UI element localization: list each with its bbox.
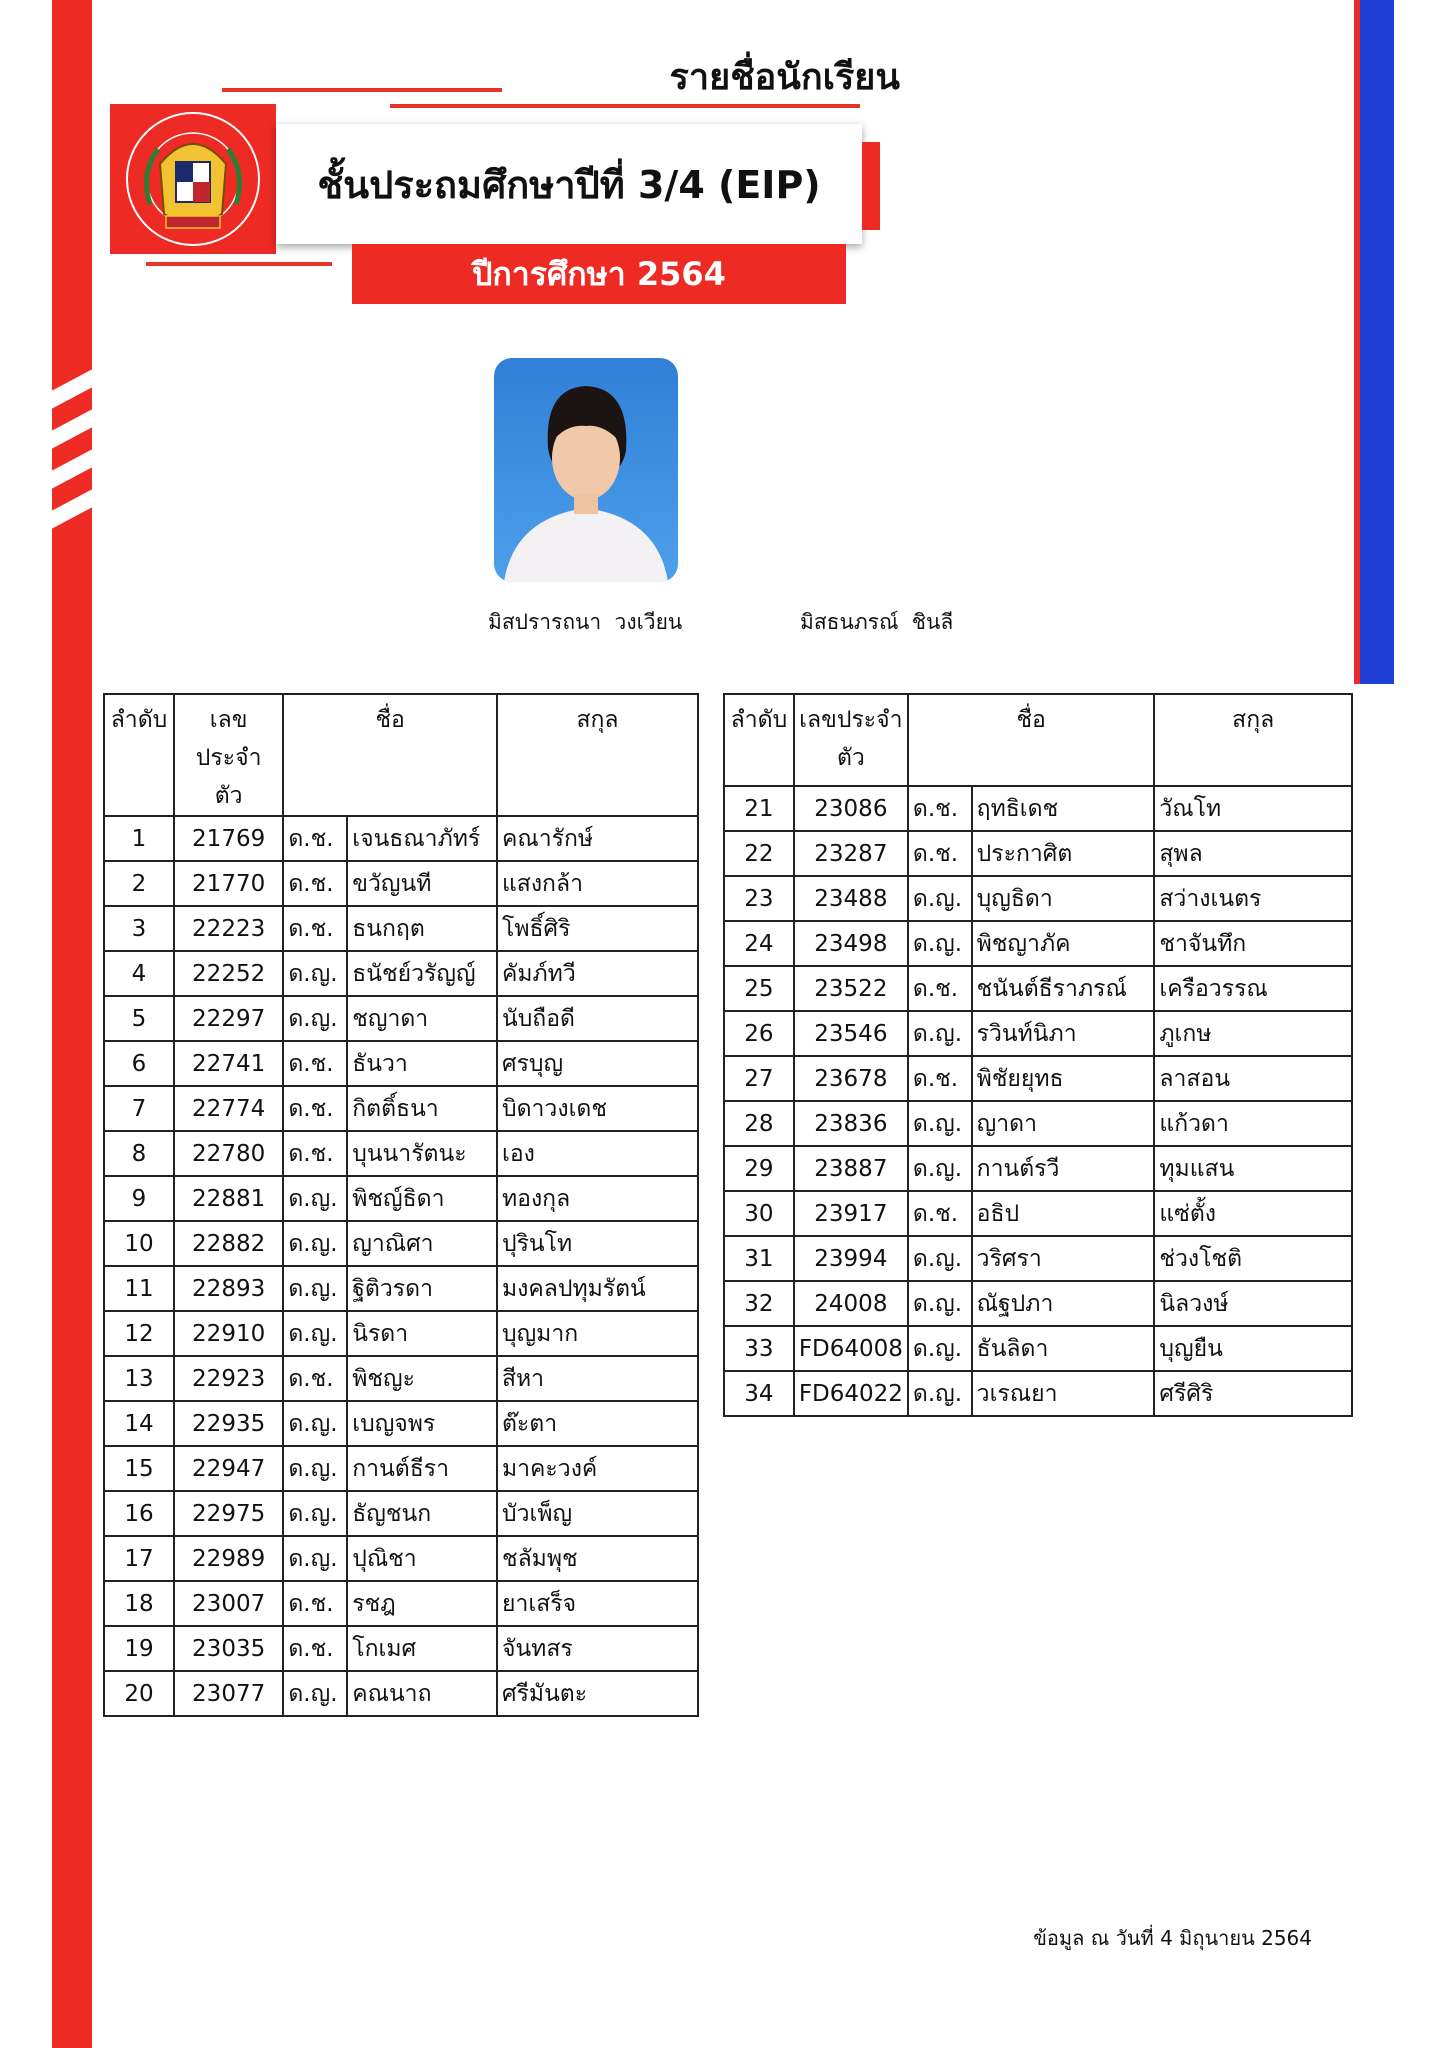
table-row	[104, 1491, 698, 1536]
table-row	[724, 831, 1352, 876]
name-prefix: ด.ญ.	[908, 876, 972, 921]
name-prefix: ด.ญ.	[283, 1221, 347, 1266]
row-number: 23	[724, 876, 794, 921]
row-number: 1	[104, 816, 174, 861]
student-id: 23546	[794, 1011, 908, 1056]
surname: จันทสร	[497, 1626, 698, 1671]
student-id: 22947	[174, 1446, 283, 1491]
table-row	[104, 1446, 698, 1491]
first-name: ขวัญนที	[347, 861, 497, 906]
surname: แซ่ตั้ง	[1154, 1191, 1352, 1236]
name-prefix: ด.ช.	[283, 1131, 347, 1176]
table-row	[724, 1371, 1352, 1416]
table-row	[724, 966, 1352, 1011]
header-name: ชื่อ	[908, 694, 1154, 786]
row-number: 8	[104, 1131, 174, 1176]
first-name: ญาณิศา	[347, 1221, 497, 1266]
surname: สว่างเนตร	[1154, 876, 1352, 921]
student-id: 22881	[174, 1176, 283, 1221]
first-name: คณนาถ	[347, 1671, 497, 1716]
first-name: ชนันต์ธีราภรณ์	[972, 966, 1155, 1011]
first-name: เจนธณาภัทร์	[347, 816, 497, 861]
name-prefix: ด.ญ.	[283, 1446, 347, 1491]
student-id: 23994	[794, 1236, 908, 1281]
first-name: ณัฐปภา	[972, 1281, 1155, 1326]
surname: ลาสอน	[1154, 1056, 1352, 1101]
header-no: ลำดับ	[104, 694, 174, 816]
table-row	[724, 1236, 1352, 1281]
row-number: 25	[724, 966, 794, 1011]
row-number: 7	[104, 1086, 174, 1131]
student-id: 23498	[794, 921, 908, 966]
row-number: 16	[104, 1491, 174, 1536]
student-id: 22910	[174, 1311, 283, 1356]
first-name: นิรดา	[347, 1311, 497, 1356]
surname: ศรีศิริ	[1154, 1371, 1352, 1416]
table-row	[724, 1281, 1352, 1326]
deco-line	[222, 88, 502, 92]
row-number: 22	[724, 831, 794, 876]
first-name: พิชญาภัค	[972, 921, 1155, 966]
first-name: กานต์รวี	[972, 1146, 1155, 1191]
student-id: 22741	[174, 1041, 283, 1086]
header-no: ลำดับ	[724, 694, 794, 786]
name-prefix: ด.ช.	[908, 786, 972, 831]
table-row	[104, 1266, 698, 1311]
student-id: 23678	[794, 1056, 908, 1101]
surname: ปุรินโท	[497, 1221, 698, 1266]
right-red-edge	[1354, 0, 1360, 684]
surname: แสงกล้า	[497, 861, 698, 906]
name-prefix: ด.ญ.	[908, 1326, 972, 1371]
header-surname: สกุล	[1154, 694, 1352, 786]
table-row	[104, 1221, 698, 1266]
first-name: ชญาดา	[347, 996, 497, 1041]
student-id: 22893	[174, 1266, 283, 1311]
name-prefix: ด.ช.	[283, 816, 347, 861]
student-id: 22297	[174, 996, 283, 1041]
surname: บัวเพ็ญ	[497, 1491, 698, 1536]
surname: ต๊ะตา	[497, 1401, 698, 1446]
surname: บุญมาก	[497, 1311, 698, 1356]
name-prefix: ด.ช.	[283, 906, 347, 951]
student-id: 22223	[174, 906, 283, 951]
first-name: ประกาศิต	[972, 831, 1155, 876]
name-prefix: ด.ช.	[908, 1191, 972, 1236]
left-red-stripe	[52, 0, 92, 2048]
surname: สีหา	[497, 1356, 698, 1401]
surname: เอง	[497, 1131, 698, 1176]
header-student-id: เลขประจำ ตัว	[794, 694, 908, 786]
table-row	[104, 1176, 698, 1221]
first-name: ธันวา	[347, 1041, 497, 1086]
surname: คณารักษ์	[497, 816, 698, 861]
row-number: 6	[104, 1041, 174, 1086]
student-id: 22774	[174, 1086, 283, 1131]
table-row	[104, 1311, 698, 1356]
table-row	[104, 951, 698, 996]
student-table-left	[103, 693, 699, 1717]
table-row	[724, 1056, 1352, 1101]
name-prefix: ด.ญ.	[908, 1011, 972, 1056]
row-number: 15	[104, 1446, 174, 1491]
table-row	[724, 921, 1352, 966]
name-prefix: ด.ญ.	[908, 1146, 972, 1191]
row-number: 4	[104, 951, 174, 996]
table-row	[104, 1626, 698, 1671]
name-prefix: ด.ญ.	[283, 951, 347, 996]
surname: นิลวงษ์	[1154, 1281, 1352, 1326]
name-prefix: ด.ช.	[908, 966, 972, 1011]
first-name: ธนัชย์วรัญญ์	[347, 951, 497, 996]
name-prefix: ด.ญ.	[283, 1491, 347, 1536]
name-prefix: ด.ญ.	[283, 1536, 347, 1581]
student-id: 22975	[174, 1491, 283, 1536]
surname: ช่วงโชติ	[1154, 1236, 1352, 1281]
row-number: 13	[104, 1356, 174, 1401]
data-date-footer: ข้อมูล ณ วันที่ 4 มิถุนายน 2564	[1033, 1926, 1312, 1950]
surname: ศรีมันตะ	[497, 1671, 698, 1716]
student-id: 23086	[794, 786, 908, 831]
name-prefix: ด.ช.	[283, 861, 347, 906]
student-id: 23836	[794, 1101, 908, 1146]
first-name: พิชัยยุทธ	[972, 1056, 1155, 1101]
first-name: เบญจพร	[347, 1401, 497, 1446]
surname: ยาเสร็จ	[497, 1581, 698, 1626]
table-row	[724, 786, 1352, 831]
surname: ชลัมพุช	[497, 1536, 698, 1581]
school-crest-logo	[110, 104, 276, 254]
row-number: 11	[104, 1266, 174, 1311]
table-row	[724, 876, 1352, 921]
surname: สุพล	[1154, 831, 1352, 876]
name-prefix: ด.ช.	[283, 1041, 347, 1086]
first-name: อธิป	[972, 1191, 1155, 1236]
surname: ทุมแสน	[1154, 1146, 1352, 1191]
name-prefix: ด.ช.	[283, 1356, 347, 1401]
row-number: 5	[104, 996, 174, 1041]
table-row	[104, 1356, 698, 1401]
student-id: FD64008	[794, 1326, 908, 1371]
student-id: 22882	[174, 1221, 283, 1266]
table-row	[104, 1131, 698, 1176]
row-number: 17	[104, 1536, 174, 1581]
row-number: 21	[724, 786, 794, 831]
table-row	[104, 996, 698, 1041]
name-prefix: ด.ญ.	[908, 1371, 972, 1416]
student-id: 23917	[794, 1191, 908, 1236]
first-name: บุญธิดา	[972, 876, 1155, 921]
first-name: พิชญะ	[347, 1356, 497, 1401]
table-header-row	[724, 694, 1352, 786]
row-number: 26	[724, 1011, 794, 1056]
row-number: 3	[104, 906, 174, 951]
surname: โพธิ์ศิริ	[497, 906, 698, 951]
table-row	[104, 1536, 698, 1581]
first-name: รวินท์นิภา	[972, 1011, 1155, 1056]
student-id: 22252	[174, 951, 283, 996]
header-student-id: เลขประจำ ตัว	[174, 694, 283, 816]
name-prefix: ด.ช.	[283, 1581, 347, 1626]
surname: มงคลปทุมรัตน์	[497, 1266, 698, 1311]
row-number: 14	[104, 1401, 174, 1446]
name-prefix: ด.ญ.	[283, 1671, 347, 1716]
row-number: 34	[724, 1371, 794, 1416]
row-number: 27	[724, 1056, 794, 1101]
table-row	[104, 906, 698, 951]
name-prefix: ด.ญ.	[908, 1236, 972, 1281]
student-id: 23488	[794, 876, 908, 921]
name-prefix: ด.ญ.	[908, 1281, 972, 1326]
first-name: ฐิติวรดา	[347, 1266, 497, 1311]
name-prefix: ด.ญ.	[283, 1266, 347, 1311]
teacher-photo	[494, 358, 678, 582]
student-id: 23887	[794, 1146, 908, 1191]
table-row	[724, 1011, 1352, 1056]
row-number: 12	[104, 1311, 174, 1356]
name-prefix: ด.ญ.	[908, 1101, 972, 1146]
row-number: 32	[724, 1281, 794, 1326]
student-table-right	[723, 693, 1353, 1417]
student-id: 22935	[174, 1401, 283, 1446]
student-id: 24008	[794, 1281, 908, 1326]
student-id: 23077	[174, 1671, 283, 1716]
first-name: โกเมศ	[347, 1626, 497, 1671]
table-row	[104, 1581, 698, 1626]
table-row	[104, 861, 698, 906]
first-name: กานต์ธีรา	[347, 1446, 497, 1491]
row-number: 31	[724, 1236, 794, 1281]
header-surname: สกุล	[497, 694, 698, 816]
surname: วัณโท	[1154, 786, 1352, 831]
row-number: 30	[724, 1191, 794, 1236]
first-name: ธนกฤต	[347, 906, 497, 951]
surname: ศรบุญ	[497, 1041, 698, 1086]
name-prefix: ด.ช.	[908, 1056, 972, 1101]
row-number: 18	[104, 1581, 174, 1626]
student-id: 23007	[174, 1581, 283, 1626]
student-id: 23287	[794, 831, 908, 876]
first-name: บุนนารัตนะ	[347, 1131, 497, 1176]
surname: คัมภ์ทวี	[497, 951, 698, 996]
first-name: กิตติ์ธนา	[347, 1086, 497, 1131]
teacher-name-2: มิสธนภรณ์ ชินลี	[800, 610, 954, 634]
surname: แก้วดา	[1154, 1101, 1352, 1146]
first-name: ปุณิชา	[347, 1536, 497, 1581]
name-prefix: ด.ญ.	[283, 1176, 347, 1221]
right-blue-bar	[1354, 0, 1394, 684]
name-prefix: ด.ช.	[283, 1086, 347, 1131]
row-number: 9	[104, 1176, 174, 1221]
row-number: 20	[104, 1671, 174, 1716]
surname: นับถือดี	[497, 996, 698, 1041]
first-name: วเรณยา	[972, 1371, 1155, 1416]
student-id: FD64022	[794, 1371, 908, 1416]
name-prefix: ด.ช.	[908, 831, 972, 876]
surname: ชาจันทึก	[1154, 921, 1352, 966]
surname: ภูเกษ	[1154, 1011, 1352, 1056]
first-name: ฤทธิเดช	[972, 786, 1155, 831]
teacher-name-1: มิสปรารถนา วงเวียน	[488, 610, 683, 634]
header-name: ชื่อ	[283, 694, 497, 816]
name-prefix: ด.ญ.	[283, 1311, 347, 1356]
page-title: รายชื่อนักเรียน	[669, 57, 900, 98]
row-number: 19	[104, 1626, 174, 1671]
row-number: 28	[724, 1101, 794, 1146]
table-row	[724, 1146, 1352, 1191]
deco-line	[146, 262, 332, 266]
student-id: 22923	[174, 1356, 283, 1401]
name-prefix: ด.ช.	[283, 1626, 347, 1671]
table-row	[104, 1671, 698, 1716]
row-number: 2	[104, 861, 174, 906]
surname: เครือวรรณ	[1154, 966, 1352, 1011]
name-prefix: ด.ญ.	[283, 996, 347, 1041]
name-prefix: ด.ญ.	[283, 1401, 347, 1446]
surname: บิดาวงเดช	[497, 1086, 698, 1131]
table-header-row	[104, 694, 698, 816]
banner-accent	[862, 142, 880, 230]
name-prefix: ด.ญ.	[908, 921, 972, 966]
surname: มาคะวงค์	[497, 1446, 698, 1491]
student-id: 22989	[174, 1536, 283, 1581]
table-row	[104, 1086, 698, 1131]
surname: บุญยืน	[1154, 1326, 1352, 1371]
table-row	[724, 1326, 1352, 1371]
row-number: 10	[104, 1221, 174, 1266]
first-name: รชฎ	[347, 1581, 497, 1626]
class-name-banner: ชั้นประถมศึกษาปีที่ 3/4 (EIP)	[276, 124, 862, 244]
table-row	[104, 1401, 698, 1446]
first-name: ธัญชนก	[347, 1491, 497, 1536]
surname: ทองกุล	[497, 1176, 698, 1221]
academic-year-banner: ปีการศึกษา 2564	[352, 244, 846, 304]
student-id: 21769	[174, 816, 283, 861]
first-name: ธันลิดา	[972, 1326, 1155, 1371]
first-name: วริศรา	[972, 1236, 1155, 1281]
table-row	[104, 1041, 698, 1086]
first-name: พิชญ์ธิดา	[347, 1176, 497, 1221]
row-number: 33	[724, 1326, 794, 1371]
first-name: ญาดา	[972, 1101, 1155, 1146]
student-id: 21770	[174, 861, 283, 906]
table-row	[104, 816, 698, 861]
row-number: 29	[724, 1146, 794, 1191]
row-number: 24	[724, 921, 794, 966]
student-id: 22780	[174, 1131, 283, 1176]
student-id: 23035	[174, 1626, 283, 1671]
table-row	[724, 1101, 1352, 1146]
table-row	[724, 1191, 1352, 1236]
student-id: 23522	[794, 966, 908, 1011]
